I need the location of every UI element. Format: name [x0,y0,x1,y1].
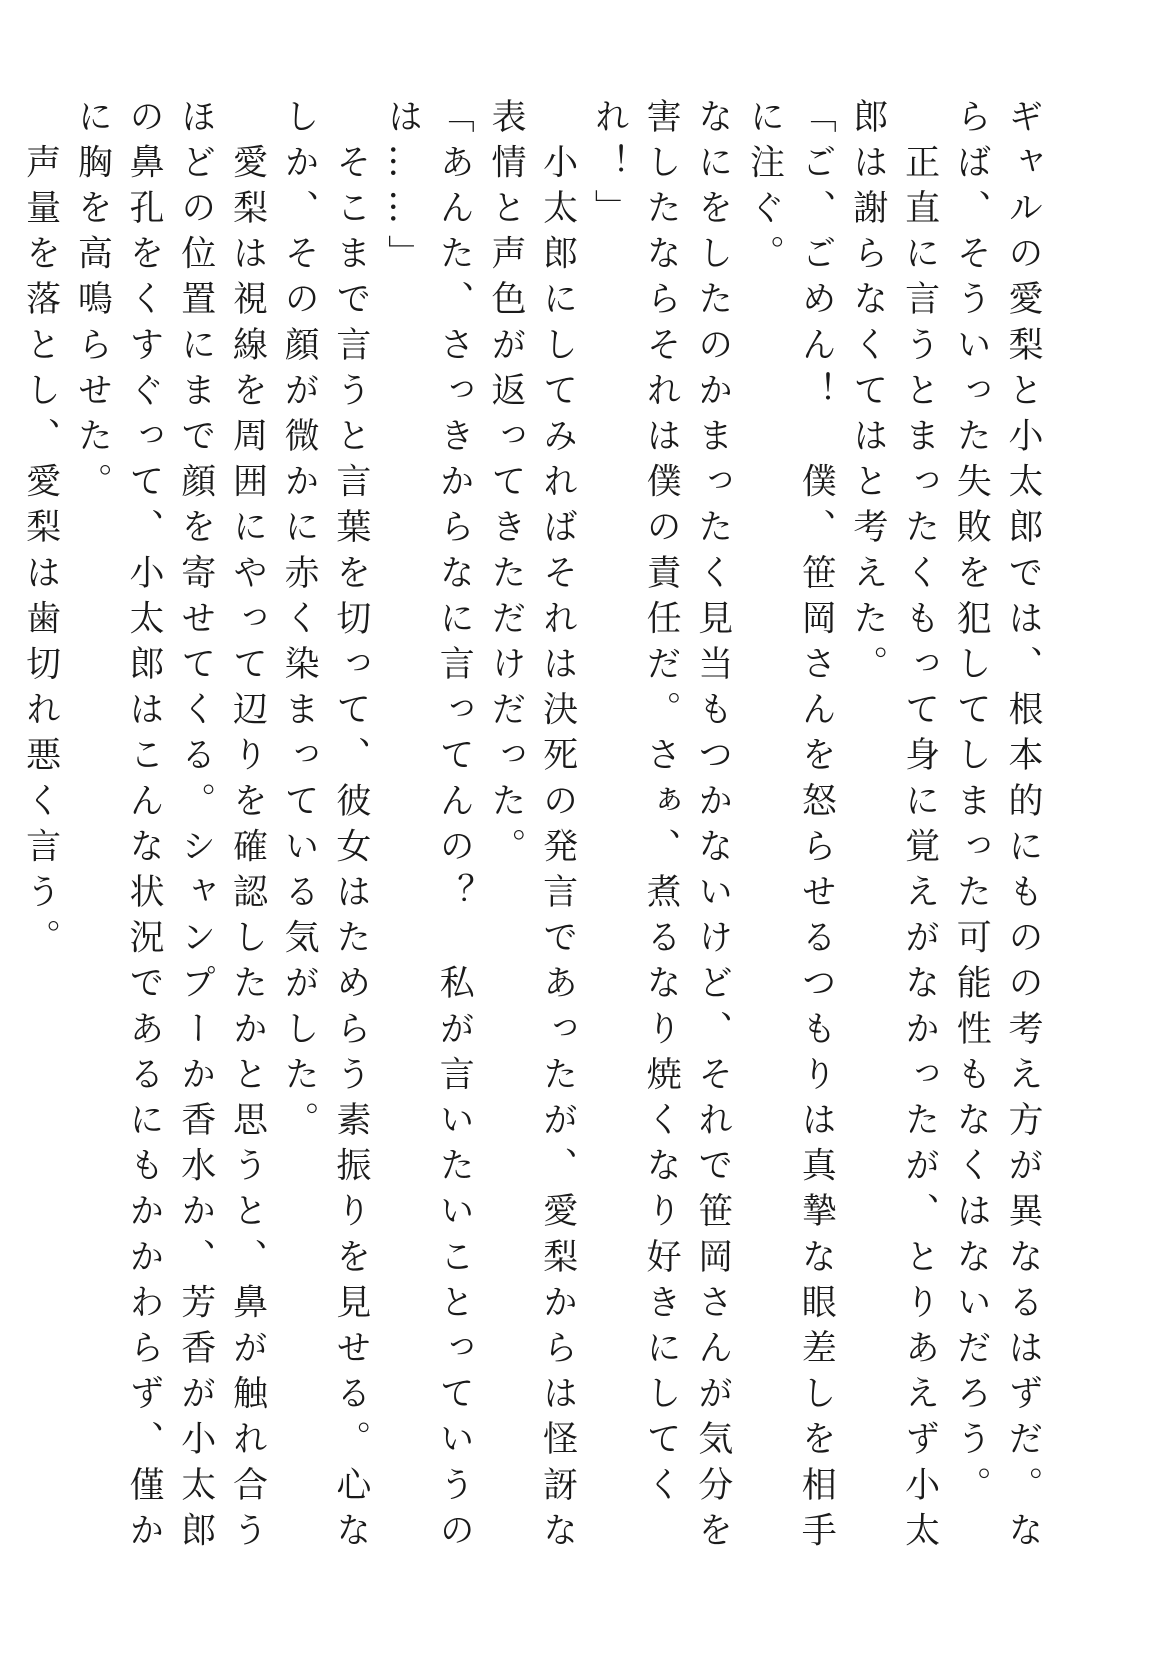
paragraph-6: 「あんた、さっきからなに言ってんの？ 私が言いたいことっていうのは……」 [382,98,475,1558]
paragraph-5: 小太郎にしてみればそれは決死の発言であったが、愛梨からは怪訝な表情と声色が返ってきただけだった。 [485,98,578,1558]
paragraph-7: そこまで言うと言葉を切って、彼女はためらう素振りを見せる。心なしか、その顔が微かに赤く染まっている気がした。 [279,98,371,1558]
paragraph-3: 「ご、ごめん！ 僕、笹岡さんを怒らせるつもりは真摯な眼差しを相手に注ぐ。 [744,98,837,1558]
vertical-text-body [14,98,1048,1578]
paragraph-9: 声量を落とし、愛梨は歯切れ悪く言う。 [20,98,61,965]
paragraph-1: ギャルの愛梨と小太郎では、根本的にものの考え方が異なるはずだ。ならば、そういった失敗を犯してしまった可能性もなくはないだろう。 [951,98,1043,1558]
paragraph-4: なにをしたのかまったく見当もつかないけど、それで笹岡さんが気分を害したならそれは僕の責任だ。さぁ、煮るなり焼くなり好きにしてくれ！」 [589,98,733,1558]
paragraph-2: 正直に言うとまったくもって身に覚えがなかったが、とりあえず小太郎は謝らなくてはと考えた。 [847,98,940,1558]
paragraph-8: 愛梨は視線を周囲にやって辺りを確認したかと思うと、鼻が触れ合うほどの位置にまで顔を寄せてくる。シャンプーか香水か、芳香が小太郎の鼻孔をくすぐって、小太郎はこんな状況であるにもかかわらず、僅かに胸を高鳴らせた。 [72,98,268,1558]
